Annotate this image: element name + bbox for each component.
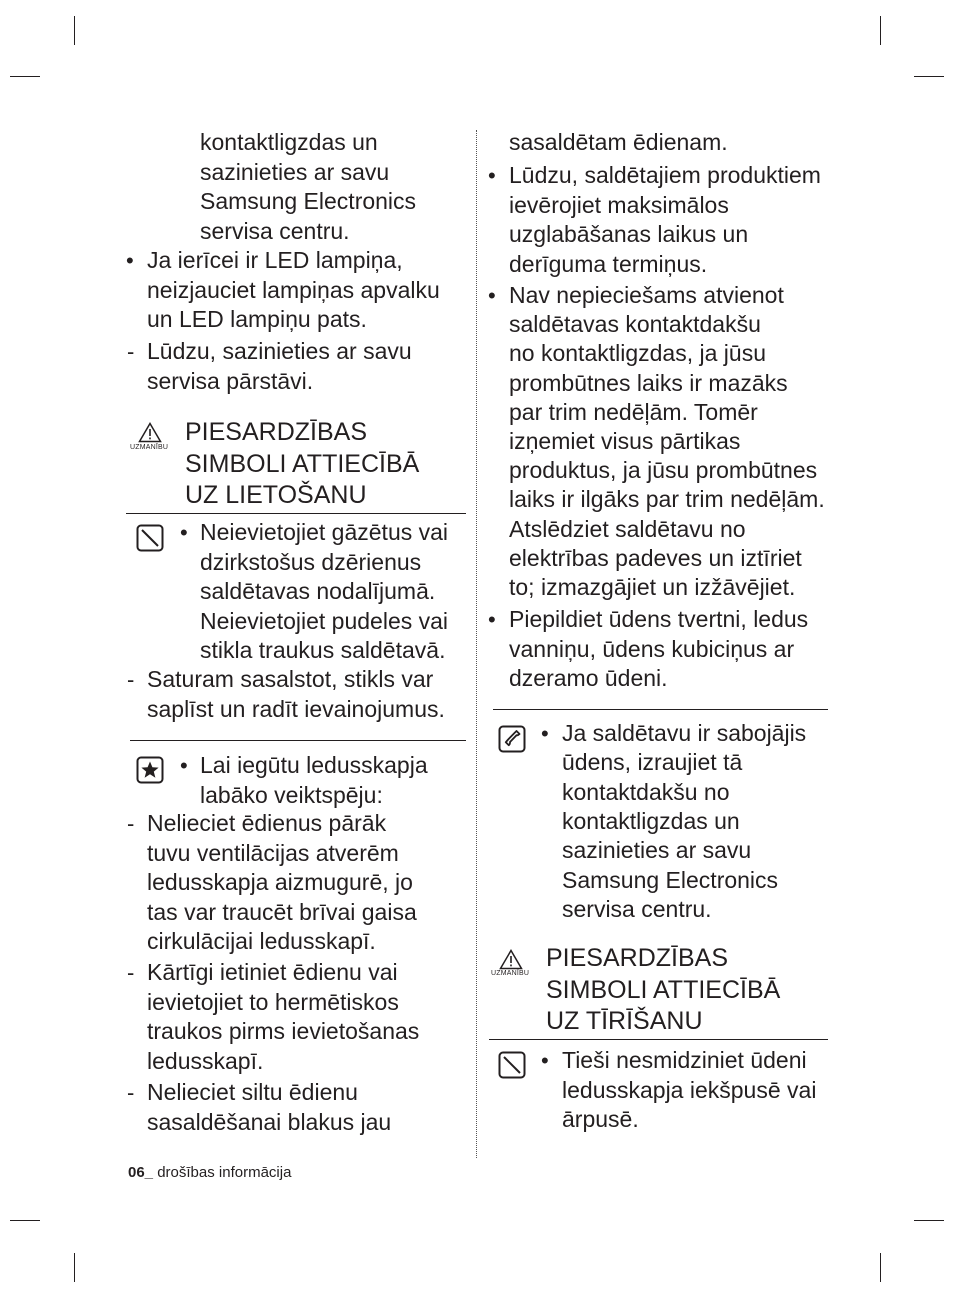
text-line: dzirkstošus dzērienus bbox=[200, 548, 422, 575]
heading-line: PIESARDZĪBAS bbox=[546, 944, 728, 972]
text-line: traukos pirms ievietošanas bbox=[147, 1018, 420, 1044]
crop-mark bbox=[914, 1220, 944, 1221]
crop-mark bbox=[10, 1220, 40, 1221]
text-line: tas var traucēt brīvai gaisa bbox=[147, 898, 417, 925]
caution-triangle-icon bbox=[138, 422, 162, 443]
prohibited-icon bbox=[498, 1051, 526, 1079]
text-line: sasaldēšanai blakus jau bbox=[147, 1108, 392, 1135]
crop-mark bbox=[74, 1253, 75, 1282]
text-line: Nelieciet ēdienus pārāk bbox=[147, 810, 387, 836]
text-line: Tieši nesmidziniet ūdeni bbox=[562, 1047, 807, 1073]
caution-label: UZMANĪBU bbox=[130, 444, 169, 451]
bullet-glyph: • bbox=[488, 163, 496, 188]
text-line: kontaktligzdas un bbox=[562, 807, 740, 834]
text-line: tuvu ventilācijas atverēm bbox=[147, 839, 399, 866]
bullet-glyph: • bbox=[488, 283, 496, 308]
crop-mark bbox=[914, 76, 944, 77]
text-line: ūdens, izraujiet tā bbox=[562, 749, 743, 776]
text-line: stikla traukus saldētavā. bbox=[200, 637, 446, 663]
bullet-glyph: • bbox=[541, 1048, 549, 1073]
text-line: Piepildiet ūdens tvertni, ledus bbox=[509, 606, 809, 632]
text-line: ledusskapja iekšpusē vai bbox=[562, 1076, 817, 1103]
text-line: ievērojiet maksimālos bbox=[509, 191, 729, 218]
text-line: kontaktdakšu no bbox=[562, 778, 730, 805]
dash-glyph: - bbox=[127, 667, 135, 692]
crop-mark bbox=[880, 16, 881, 45]
section-rule bbox=[130, 740, 466, 741]
text-line: Lūdzu, sazinieties ar savu bbox=[147, 338, 412, 364]
text-line: izņemiet visus pārtikas bbox=[509, 428, 741, 454]
text-line: saldētavas kontaktdakšu bbox=[509, 311, 761, 338]
text-line: uzglabāšanas laikus un bbox=[509, 221, 749, 247]
text-line: Saturam sasalstot, stikls var bbox=[147, 666, 434, 692]
crop-mark bbox=[10, 76, 40, 77]
column-divider bbox=[476, 130, 477, 1158]
crop-mark bbox=[880, 1253, 881, 1282]
bullet-glyph: • bbox=[488, 607, 496, 632]
text-line: laiks ir ilgāks par trim nedēļām. bbox=[509, 486, 825, 513]
bullet-glyph: • bbox=[541, 721, 549, 746]
text-line: kontaktligzdas un bbox=[200, 129, 378, 155]
text-line: prombūtnes laiks ir mazāks bbox=[509, 369, 788, 396]
text-line: Kārtīgi ietiniet ēdienu vai bbox=[147, 959, 398, 985]
section-rule bbox=[489, 1039, 828, 1040]
text-line: produktus, ja jūsu prombūtnes bbox=[509, 457, 818, 484]
bullet-glyph: • bbox=[180, 753, 188, 778]
prohibited-icon bbox=[136, 524, 164, 552]
heading-line: SIMBOLI ATTIECĪBĀ bbox=[185, 449, 420, 478]
section-rule bbox=[493, 709, 828, 710]
phone-icon bbox=[498, 725, 526, 753]
text-line: sazinieties ar savu bbox=[562, 837, 752, 864]
dash-glyph: - bbox=[127, 960, 135, 985]
caution-label: UZMANĪBU bbox=[491, 970, 530, 977]
dash-glyph: - bbox=[127, 339, 135, 364]
text-line: servisa centru. bbox=[200, 217, 350, 244]
text-line: to; izmazgājiet un izžāvējiet. bbox=[509, 574, 796, 600]
footer-section-title: drošības informācija bbox=[153, 1164, 292, 1181]
text-line: labāko veiktspēju: bbox=[200, 781, 383, 808]
text-line: servisa centru. bbox=[562, 895, 712, 922]
text-line: Neievietojiet gāzētus vai bbox=[200, 519, 449, 545]
text-line: un LED lampiņu pats. bbox=[147, 306, 367, 332]
text-line: cirkulācijai ledusskapī. bbox=[147, 928, 376, 954]
text-line: sazinieties ar savu bbox=[200, 158, 390, 185]
text-line: Ja ierīcei ir LED lampiņa, bbox=[147, 247, 403, 273]
text-line: Nav nepieciešams atvienot bbox=[509, 282, 784, 308]
text-line: Lūdzu, saldētajiem produktiem bbox=[509, 162, 821, 188]
text-line: Lai iegūtu ledusskapja bbox=[200, 752, 428, 778]
text-line: Ja saldētavu ir sabojājis bbox=[562, 720, 807, 746]
text-line: sasaldētam ēdienam. bbox=[509, 129, 728, 155]
text-line: ledusskapī. bbox=[147, 1047, 264, 1074]
text-line: saldētavas nodalījumā. bbox=[200, 578, 436, 604]
text-line: neizjauciet lampiņas apvalku bbox=[147, 276, 440, 303]
text-line: dzeramo ūdeni. bbox=[509, 665, 668, 691]
page-number: 06_ bbox=[128, 1164, 154, 1181]
text-line: Samsung Electronics bbox=[562, 866, 779, 893]
caution-triangle-icon bbox=[499, 949, 523, 970]
section-rule bbox=[126, 513, 466, 514]
text-line: ievietojiet to hermētiskos bbox=[147, 988, 399, 1015]
text-line: Samsung Electronics bbox=[200, 188, 417, 214]
text-line: par trim nedēļām. Tomēr bbox=[509, 398, 758, 425]
bullet-glyph: • bbox=[126, 248, 134, 273]
heading-line: UZ TĪRĪŠANU bbox=[546, 1007, 703, 1035]
text-line: vanniņu, ūdens kubiciņus ar bbox=[509, 635, 795, 662]
heading-line: PIESARDZĪBAS bbox=[185, 418, 367, 446]
crop-mark bbox=[74, 16, 75, 45]
text-line: Neievietojiet pudeles vai bbox=[200, 607, 449, 634]
text-line: servisa pārstāvi. bbox=[147, 367, 314, 394]
bullet-glyph: • bbox=[180, 520, 188, 545]
text-line: Atslēdziet saldētavu no bbox=[509, 515, 746, 542]
heading-line: UZ LIETOŠANU bbox=[185, 481, 367, 509]
text-line: elektrības padeves un iztīriet bbox=[509, 544, 802, 571]
text-line: ārpusē. bbox=[562, 1106, 639, 1132]
dash-glyph: - bbox=[127, 811, 135, 836]
text-line: derīguma termiņus. bbox=[509, 250, 708, 277]
text-line: ledusskapja aizmugurē, jo bbox=[147, 869, 413, 895]
text-line: Nelieciet siltu ēdienu bbox=[147, 1079, 358, 1105]
text-line: saplīst un radīt ievainojumus. bbox=[147, 695, 445, 722]
dash-glyph: - bbox=[127, 1080, 135, 1105]
page-footer bbox=[128, 1164, 291, 1181]
heading-line: SIMBOLI ATTIECĪBĀ bbox=[546, 975, 781, 1004]
text-line: no kontaktligzdas, ja jūsu bbox=[509, 340, 766, 367]
star-icon bbox=[136, 756, 164, 784]
